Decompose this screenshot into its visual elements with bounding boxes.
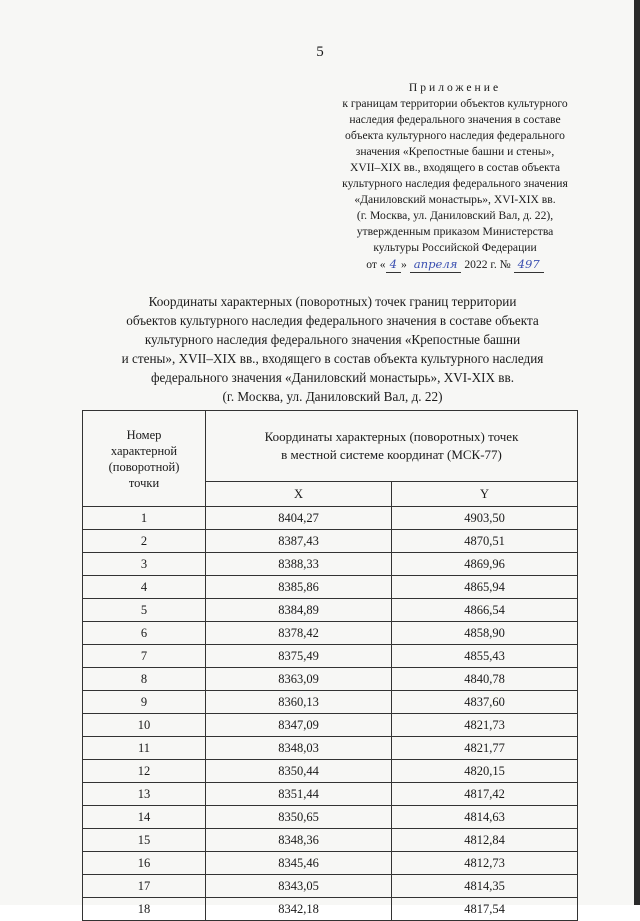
y-coordinate-cell: 4855,43 (392, 645, 578, 668)
table-row (83, 691, 578, 714)
table-row (83, 783, 578, 806)
x-coordinate-cell: 8404,27 (206, 507, 392, 530)
title-line: и стены», XVII–XIX вв., входящего в состав объекта культурного наследия (121, 351, 544, 366)
y-coordinate-cell: 4820,15 (392, 760, 578, 783)
header-y: Y (392, 482, 578, 507)
header-coordinates: Координаты характерных (поворотных) точек в местной системе координат (МСК-77) (206, 411, 578, 482)
y-coordinate-cell: 4837,60 (392, 691, 578, 714)
point-number-cell: 10 (83, 714, 206, 737)
table-row (83, 645, 578, 668)
table-row (83, 875, 578, 898)
appendix-line: к границам территории объектов культурного (342, 97, 568, 110)
point-number-cell: 2 (83, 530, 206, 553)
x-coordinate-cell: 8342,18 (206, 898, 392, 921)
point-number-cell: 11 (83, 737, 206, 760)
table-row (83, 530, 578, 553)
appendix-block (305, 80, 605, 273)
point-number-cell: 8 (83, 668, 206, 691)
y-coordinate-cell: 4865,94 (392, 576, 578, 599)
y-coordinate-cell: 4814,35 (392, 875, 578, 898)
order-day: 4 (386, 256, 401, 273)
point-number-cell: 4 (83, 576, 206, 599)
title-line: Координаты характерных (поворотных) точек границ территории (148, 294, 517, 309)
point-number-cell: 18 (83, 898, 206, 921)
header-point-number: Номер характерной (поворотной) точки (83, 411, 206, 507)
point-number-cell: 3 (83, 553, 206, 576)
order-month: апреля (410, 256, 462, 273)
y-coordinate-cell: 4814,63 (392, 806, 578, 829)
point-number-cell: 12 (83, 760, 206, 783)
order-year: 2022 г. № (464, 258, 511, 271)
appendix-line: утвержденным приказом Министерства (356, 225, 554, 238)
y-coordinate-cell: 4866,54 (392, 599, 578, 622)
table-row (83, 829, 578, 852)
y-coordinate-cell: 4812,84 (392, 829, 578, 852)
y-coordinate-cell: 4840,78 (392, 668, 578, 691)
table-row (83, 599, 578, 622)
table-body (83, 507, 578, 921)
y-coordinate-cell: 4817,54 (392, 898, 578, 921)
table-row (83, 852, 578, 875)
table-row (83, 898, 578, 921)
x-coordinate-cell: 8385,86 (206, 576, 392, 599)
x-coordinate-cell: 8348,03 (206, 737, 392, 760)
appendix-line: XVII–XIX вв., входящего в состав объекта (349, 161, 561, 174)
point-number-cell: 1 (83, 507, 206, 530)
appendix-line: культуры Российской Федерации (373, 241, 537, 254)
point-number-cell: 9 (83, 691, 206, 714)
table-row (83, 576, 578, 599)
x-coordinate-cell: 8375,49 (206, 645, 392, 668)
x-coordinate-cell: 8387,43 (206, 530, 392, 553)
x-coordinate-cell: 8350,65 (206, 806, 392, 829)
appendix-line: «Даниловский монастырь», XVI-XIX вв. (354, 193, 556, 206)
document-title (60, 292, 605, 406)
point-number-cell: 17 (83, 875, 206, 898)
page-number: 5 (316, 44, 324, 60)
x-coordinate-cell: 8360,13 (206, 691, 392, 714)
appendix-line: объекта культурного наследия федерального (345, 129, 565, 142)
appendix-line: значения «Крепостные башни и стены», (355, 145, 555, 158)
y-coordinate-cell: 4821,73 (392, 714, 578, 737)
table-row (83, 622, 578, 645)
x-coordinate-cell: 8343,05 (206, 875, 392, 898)
point-number-cell: 15 (83, 829, 206, 852)
order-date-line (305, 256, 605, 273)
date-prefix: от « (366, 258, 386, 271)
appendix-line: культурного наследия федерального значения (342, 177, 568, 190)
table-row (83, 714, 578, 737)
appendix-title: Приложение (408, 81, 502, 94)
y-coordinate-cell: 4869,96 (392, 553, 578, 576)
point-number-cell: 13 (83, 783, 206, 806)
x-coordinate-cell: 8378,42 (206, 622, 392, 645)
x-coordinate-cell: 8388,33 (206, 553, 392, 576)
order-number: 497 (514, 256, 544, 273)
date-separator: » (401, 258, 407, 271)
y-coordinate-cell: 4903,50 (392, 507, 578, 530)
x-coordinate-cell: 8351,44 (206, 783, 392, 806)
table-row (83, 806, 578, 829)
coordinates-table (82, 410, 578, 921)
x-coordinate-cell: 8348,36 (206, 829, 392, 852)
title-line: (г. Москва, ул. Даниловский Вал, д. 22) (222, 389, 443, 404)
table-row (83, 507, 578, 530)
y-coordinate-cell: 4821,77 (392, 737, 578, 760)
x-coordinate-cell: 8350,44 (206, 760, 392, 783)
title-line: культурного наследия федерального значения «Крепостные башни (144, 332, 521, 347)
x-coordinate-cell: 8345,46 (206, 852, 392, 875)
point-number-cell: 16 (83, 852, 206, 875)
title-line: федерального значения «Даниловский монастырь», XVI-XIX вв. (150, 370, 515, 385)
point-number-cell: 14 (83, 806, 206, 829)
point-number-cell: 5 (83, 599, 206, 622)
title-line: объектов культурного наследия федерального значения в составе объекта (126, 313, 539, 328)
table-row (83, 737, 578, 760)
y-coordinate-cell: 4870,51 (392, 530, 578, 553)
point-number-cell: 7 (83, 645, 206, 668)
x-coordinate-cell: 8347,09 (206, 714, 392, 737)
point-number-cell: 6 (83, 622, 206, 645)
header-x: X (206, 482, 392, 507)
x-coordinate-cell: 8363,09 (206, 668, 392, 691)
y-coordinate-cell: 4817,42 (392, 783, 578, 806)
y-coordinate-cell: 4858,90 (392, 622, 578, 645)
y-coordinate-cell: 4812,73 (392, 852, 578, 875)
table-row (83, 553, 578, 576)
table-row (83, 760, 578, 783)
table-row (83, 668, 578, 691)
appendix-line: (г. Москва, ул. Даниловский Вал, д. 22), (356, 209, 554, 222)
x-coordinate-cell: 8384,89 (206, 599, 392, 622)
appendix-line: наследия федерального значения в составе (349, 113, 561, 126)
